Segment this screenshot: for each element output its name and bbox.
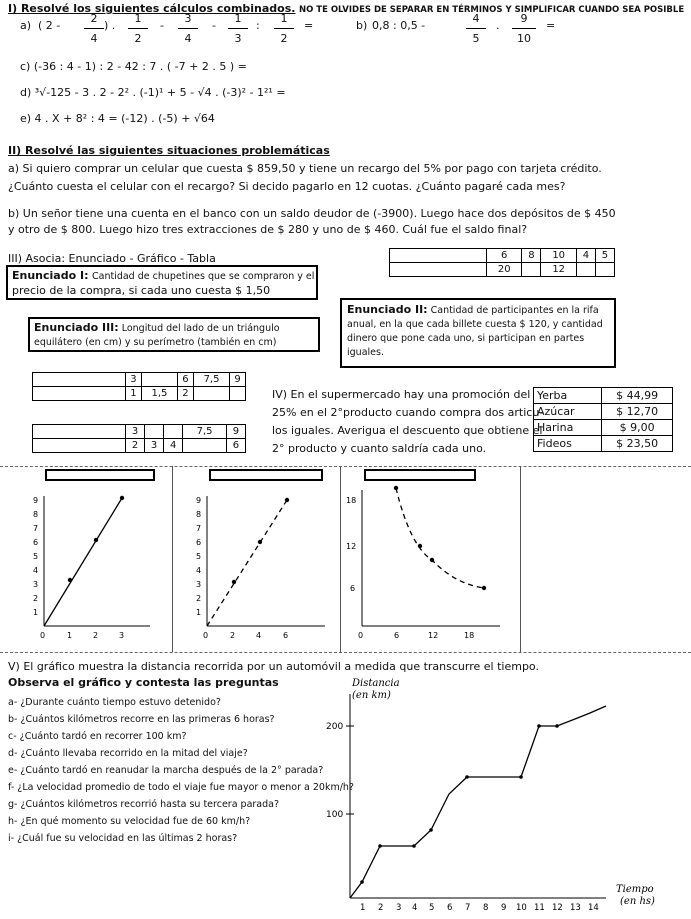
distance-time-graph (310, 674, 691, 919)
graph-2-point (285, 498, 289, 502)
g3-xtick: 12 (428, 631, 439, 640)
item-c: c) (-36 : 4 - 1) : 2 - 42 : 7 . ( -7 + 2 . 5 ) = (20, 60, 247, 73)
price-table (533, 387, 673, 452)
g1-ytick: 6 (33, 538, 39, 547)
g2-xtick: 0 (203, 631, 209, 640)
g3-xtick: 18 (464, 631, 475, 640)
g3-xtick: 6 (394, 631, 400, 640)
g2-xtick: 2 (230, 631, 236, 640)
graph-xtick: 7 (465, 903, 471, 913)
table-cell: 6 (226, 439, 245, 453)
table-cell: 3 (145, 439, 164, 453)
section-1-heading (8, 2, 684, 17)
graph-2-point (232, 580, 236, 584)
frac-a1-den: 4 (90, 32, 98, 45)
graph-ytick: 100 (326, 810, 344, 820)
graph-ylabel-1: Distancia (352, 678, 400, 689)
enunciado-2-title: Enunciado II: (347, 303, 428, 316)
frac-b1-num: 4 (472, 12, 480, 25)
table-cell: 4 (164, 439, 183, 453)
op-minus-2: - (212, 19, 216, 32)
section-1-note: NO TE OLVIDES DE SEPARAR EN TÉRMINOS Y SIMPLIFICAR CUANDO SEA POSIBLE (298, 5, 685, 15)
graph-xtick: 12 (552, 903, 563, 913)
problem-a-line1: a) Si quiero comprar un celular que cuesta $ 859,50 y tiene un recargo del 5% por pago con tarjeta crédito. (8, 162, 602, 175)
price-row (534, 436, 673, 452)
table-cell: 7,5 (183, 425, 227, 439)
graph-3 (346, 486, 500, 640)
graph-ytick: 200 (326, 722, 344, 732)
frac-a1-num: 2 (90, 12, 98, 25)
graph-xtick: 1 (360, 903, 366, 913)
g3-xtick: 0 (358, 631, 364, 640)
enunciado-1-line1: Cantidad de chupetines que se compraron y el (91, 271, 315, 282)
question-item: e- ¿Cuánto tardó en reanudar la marcha después de la 2° parada? (8, 765, 324, 776)
graph-xtick: 4 (412, 903, 418, 913)
table-a-row2 (33, 387, 246, 401)
question-item: f- ¿La velocidad promedio de todo el viaje fue mayor o menor a 20km/h? (8, 782, 354, 793)
g2-xtick: 4 (256, 631, 262, 640)
frac-a5-bar (274, 28, 294, 29)
graph-2 (196, 496, 325, 640)
table-b-row1 (33, 425, 246, 439)
g3-ytick: 18 (346, 496, 357, 505)
graph-2-line (207, 500, 287, 626)
table-cell (183, 439, 227, 453)
problem-a-line2: ¿Cuánto cuesta el celular con el recargo? Si decido pagarlo en 12 cuotas. ¿Cuánto pagaré cada mes? (8, 180, 566, 193)
frac-b2-bar (512, 28, 536, 29)
table-cell: 6 (487, 249, 522, 263)
op-dot-b: . (496, 19, 500, 32)
g1-ytick: 4 (33, 566, 39, 575)
product-price: $ 44,99 (602, 388, 673, 404)
g2-ytick: 7 (196, 524, 202, 533)
enunciado-1-title: Enunciado I: (12, 269, 89, 282)
g2-ytick: 9 (196, 496, 202, 505)
table-cell: 4 (576, 249, 595, 263)
graph-1-line (44, 498, 122, 626)
distance-point (360, 880, 364, 884)
distance-line (350, 706, 606, 898)
table-cell (33, 387, 126, 401)
g1-ytick: 7 (33, 524, 39, 533)
table-top (389, 248, 615, 277)
enunciado-2-line1: Cantidad de participantes en la rifa (430, 305, 599, 316)
table-cell (390, 249, 487, 263)
g2-ytick: 2 (196, 594, 202, 603)
dashed-divider-bottom (0, 652, 691, 653)
graph-xlabel-2: (en hs) (620, 896, 655, 907)
op-minus-1: - (160, 19, 164, 32)
table-cell: 9 (226, 425, 245, 439)
question-item: d- ¿Cuánto llevaba recorrido en la mitad del viaje? (8, 748, 248, 759)
item-d: d) ³√-125 - 3 . 2 - 2² . (-1)¹ + 5 - √4 . (-3)² - 1²¹ = (20, 86, 286, 99)
table-cell (576, 263, 595, 277)
table-cell: 3 (126, 373, 142, 387)
frac-a3-den: 4 (184, 32, 192, 45)
frac-b1-bar (466, 28, 486, 29)
questions-list (8, 696, 354, 849)
distance-point (519, 775, 523, 779)
question-item: b- ¿Cuántos kilómetros recorre en las primeras 6 horas? (8, 714, 275, 725)
g2-ytick: 5 (196, 552, 202, 561)
enunciado-1-line2: precio de la compra, si cada uno cuesta $ 1,50 (12, 284, 271, 297)
table-cell (193, 387, 229, 401)
graph-3-label-box (365, 470, 475, 480)
table-cell: 6 (178, 373, 194, 387)
frac-a5-den: 2 (280, 32, 288, 45)
op-equals-b: = (546, 19, 556, 32)
item-b-label: b) (356, 19, 368, 32)
frac-a2-den: 2 (134, 32, 142, 45)
g2-ytick: 1 (196, 608, 202, 617)
distance-point (378, 844, 382, 848)
frac-a4-bar (228, 28, 248, 29)
g1-xtick: 2 (93, 631, 99, 640)
section-4-line3: los iguales. Averigua el descuento que obtiene el (272, 424, 543, 437)
table-b-row2 (33, 439, 246, 453)
g1-ytick: 8 (33, 510, 39, 519)
section-5-title: V) El gráfico muestra la distancia recorrida por un automóvil a medida que transcurre el tiempo. (8, 660, 539, 673)
table-cell: 2 (126, 439, 145, 453)
table-cell (33, 425, 126, 439)
graph-1 (33, 496, 150, 640)
table-cell (390, 263, 487, 277)
section-5-subtitle: Observa el gráfico y contesta las preguntas (8, 676, 279, 689)
frac-a3-num: 3 (184, 12, 192, 25)
graph-2-point (258, 540, 262, 544)
table-cell: 1,5 (141, 387, 177, 401)
frac-a4-num: 1 (234, 12, 242, 25)
table-cell: 8 (522, 249, 541, 263)
table-cell: 3 (126, 425, 145, 439)
table-cell: 20 (487, 263, 522, 277)
distance-point (537, 724, 541, 728)
graph-xtick: 9 (501, 903, 507, 913)
table-cell: 7,5 (193, 373, 229, 387)
graph-xtick: 5 (429, 903, 435, 913)
frac-b2-num: 9 (520, 12, 528, 25)
g1-ytick: 2 (33, 594, 39, 603)
price-row (534, 388, 673, 404)
graph-1-point (120, 496, 124, 500)
distance-point (429, 828, 433, 832)
graph-xtick: 13 (570, 903, 581, 913)
product-price: $ 12,70 (602, 404, 673, 420)
table-cell: 2 (178, 387, 194, 401)
frac-a2-bar (128, 28, 148, 29)
enunciado-2-box (340, 298, 616, 368)
section-4-line2: 25% en el 2°producto cuando compra dos articu- (272, 406, 544, 419)
graph-1-label-box (46, 470, 154, 480)
graph-1-point (68, 578, 72, 582)
product-name: Fideos (534, 436, 602, 452)
g2-ytick: 8 (196, 510, 202, 519)
product-name: Yerba (534, 388, 602, 404)
distance-point (555, 724, 559, 728)
question-item: h- ¿En qué momento su velocidad fue de 60 km/h? (8, 816, 251, 827)
g2-ytick: 6 (196, 538, 202, 547)
graph-3-curve (396, 488, 484, 588)
g1-xtick: 0 (40, 631, 46, 640)
enunciado-1-box (6, 265, 318, 300)
table-a (32, 372, 246, 401)
table-cell (141, 373, 177, 387)
g2-ytick: 4 (196, 566, 202, 575)
enunciado-3-box (28, 317, 320, 352)
enunciado-2-line3: dinero que pone cada uno, si participan en partes (347, 333, 585, 344)
graph-xtick: 8 (483, 903, 489, 913)
table-cell (522, 263, 541, 277)
table-b (32, 424, 246, 453)
table-cell (145, 425, 164, 439)
product-name: Azúcar (534, 404, 602, 420)
g1-xtick: 1 (67, 631, 73, 640)
graph-xtick: 10 (516, 903, 527, 913)
table-cell: 9 (230, 373, 246, 387)
g2-ytick: 3 (196, 580, 202, 589)
distance-point (412, 844, 416, 848)
section-3-title: III) Asocia: Enunciado - Gráfico - Tabla (8, 252, 216, 265)
section-4-line4: 2° producto y cuanto saldría cada uno. (272, 442, 487, 455)
enunciado-3-line2: equilátero (en cm) y su perímetro (también en cm) (34, 337, 277, 348)
table-cell: 1 (126, 387, 142, 401)
g1-xtick: 3 (119, 631, 125, 640)
graph-3-point (394, 486, 398, 490)
table-cell (33, 439, 126, 453)
frac-b1-den: 5 (472, 32, 480, 45)
g1-ytick: 9 (33, 496, 39, 505)
frac-a4-den: 3 (234, 32, 242, 45)
enunciado-2-line4: iguales. (347, 347, 384, 358)
graph-xtick: 11 (534, 903, 545, 913)
section-4-line1: IV) En el supermercado hay una promoción del (272, 388, 531, 401)
distance-point (465, 775, 469, 779)
table-top-row2 (390, 263, 615, 277)
frac-b2-den: 10 (517, 32, 531, 45)
graph-3-point (482, 586, 486, 590)
section-1-title: I) Resolvé los siguientes cálculos combinados. (8, 2, 296, 15)
product-price: $ 23,50 (602, 436, 673, 452)
question-item: c- ¿Cuánto tardó en recorrer 100 km? (8, 731, 187, 742)
graph-xlabel-1: Tiempo (616, 884, 654, 895)
g1-ytick: 3 (33, 580, 39, 589)
enunciado-3-line1: Longitud del lado de un triángulo (121, 323, 280, 334)
graph-xtick: 6 (447, 903, 453, 913)
graph-xtick: 3 (396, 903, 402, 913)
table-cell (595, 263, 614, 277)
product-price: $ 9,00 (602, 420, 673, 436)
item-a-open: ( 2 - (38, 19, 61, 32)
frac-a3-bar (178, 28, 198, 29)
graph-xtick: 14 (588, 903, 599, 913)
price-row (534, 420, 673, 436)
enunciado-2-line2: anual, en la que cada billete cuesta $ 120, y cantidad (347, 319, 603, 330)
question-item: i- ¿Cuál fue su velocidad en las últimas 2 horas? (8, 833, 238, 844)
problem-b-line1: b) Un señor tiene una cuenta en el banco con un saldo deudor de (-3900). Luego hace dos depósitos de $ 450 (8, 207, 616, 220)
enunciado-3-title: Enunciado III: (34, 321, 119, 334)
item-a-close: ) . (104, 19, 116, 32)
frac-a1-bar (84, 28, 104, 29)
op-equals-a: = (304, 19, 314, 32)
question-item: a- ¿Durante cuánto tiempo estuvo detenido? (8, 697, 221, 708)
table-cell: 5 (595, 249, 614, 263)
g3-ytick: 6 (350, 584, 356, 593)
graphs-svg (0, 466, 691, 652)
frac-a5-num: 1 (280, 12, 288, 25)
section-2-title: II) Resolvé las siguientes situaciones problemáticas (8, 144, 330, 157)
table-top-row1 (390, 249, 615, 263)
price-row (534, 404, 673, 420)
graph-2-label-box (210, 470, 322, 480)
table-cell: 12 (541, 263, 576, 277)
graph-ylabel-2: (en km) (352, 690, 391, 701)
table-cell (230, 387, 246, 401)
frac-a2-num: 1 (134, 12, 142, 25)
graph-1-point (94, 538, 98, 542)
table-cell (33, 373, 126, 387)
graph-xtick: 2 (378, 903, 384, 913)
graph-3-point (418, 544, 422, 548)
item-e: e) 4 . X + 8² : 4 = (-12) . (-5) + √64 (20, 112, 215, 125)
graph-3-point (430, 558, 434, 562)
op-divide: : (256, 19, 260, 32)
item-a-label: a) (20, 19, 32, 32)
question-item: g- ¿Cuántos kilómetros recorrió hasta su tercera parada? (8, 799, 280, 810)
item-b-text: 0,8 : 0,5 - (372, 19, 426, 32)
g2-xtick: 6 (283, 631, 289, 640)
g1-ytick: 5 (33, 552, 39, 561)
g3-ytick: 12 (346, 542, 357, 551)
problem-b-line2: y otro de $ 800. Luego hizo tres extracciones de $ 280 y uno de $ 460. Cuál fue el saldo final? (8, 223, 528, 236)
g1-ytick: 1 (33, 608, 39, 617)
product-name: Harina (534, 420, 602, 436)
table-cell (164, 425, 183, 439)
table-cell: 10 (541, 249, 576, 263)
table-a-row1 (33, 373, 246, 387)
